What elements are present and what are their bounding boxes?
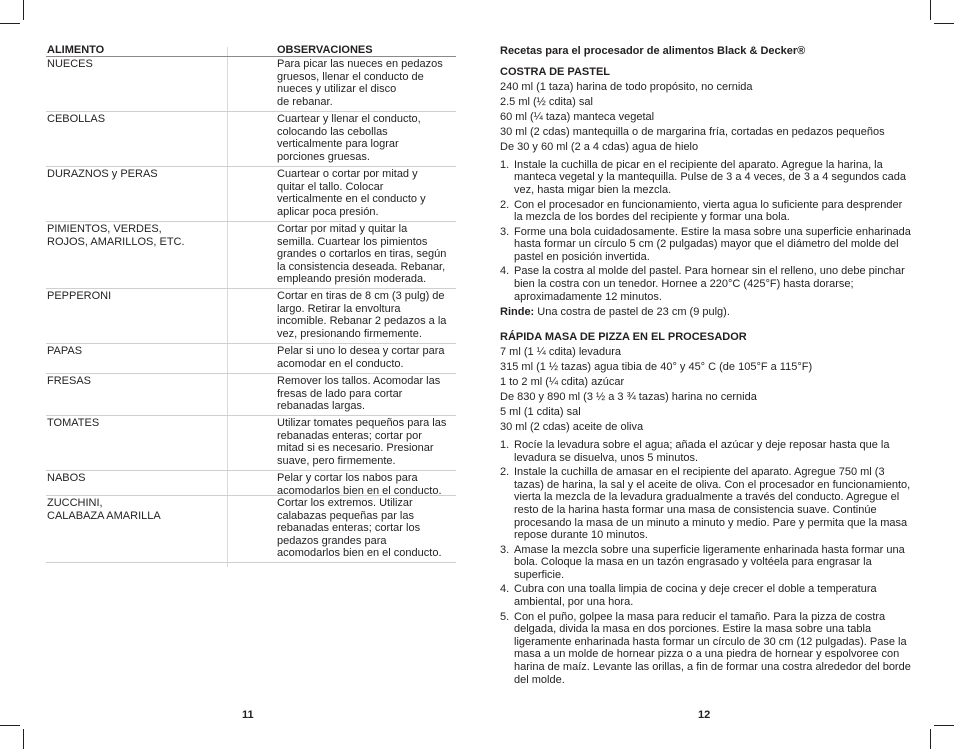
crop-mark bbox=[930, 0, 931, 20]
notes-cell: Remover los tallos. Acomodar las fresas de lado para cortar rebanadas largas. bbox=[277, 375, 441, 412]
notes-cell: Para picar las nueces en pedazos gruesos, llenar el conducto de nueces y utilizar el disco de rebanar. bbox=[277, 58, 443, 108]
step-number: 4. bbox=[500, 583, 510, 596]
step-number: 1. bbox=[500, 158, 510, 171]
step-number: 1. bbox=[500, 438, 510, 451]
step-number: 2. bbox=[500, 198, 510, 211]
ingredient-line: 5 ml (1 cdita) sal bbox=[500, 406, 581, 419]
recipe-step bbox=[500, 265, 912, 303]
recipe-step bbox=[500, 199, 912, 224]
step-text: Instale la cuchilla de picar en el recipiente del aparato. Agregue la harina, la manteca vegetal y la mantequilla. Pulse de 3 a 4 veces, de 3 a 4 segundos cada vez, hasta migar bien la mezcla. bbox=[514, 158, 906, 196]
recipe-steps bbox=[500, 159, 912, 304]
yield-label: Rinde: bbox=[500, 306, 535, 319]
ingredient-line: 315 ml (1 ½ tazas) agua tibia de 40° y 45° C (de 105°F a 115°F) bbox=[500, 361, 813, 374]
ingredient-line: 60 ml (¼ taza) manteca vegetal bbox=[500, 111, 655, 124]
crop-mark bbox=[934, 725, 954, 726]
table-row bbox=[46, 496, 456, 563]
recipe-step bbox=[500, 466, 912, 542]
step-text: Instale la cuchilla de amasar en el recipiente del aparato. Agregue 750 ml (3 tazas) de harina, la sal y el aceite de oliva. Con el procesador en funcionamiento, vierta la mezcla de la levadura gradualmente a través del conducto. Agregue el resto de la harina hasta formar una masa de consistencia suave. Continúe procesando la masa de un minuto a minuto y medio. Pare y permita que la masa repose durante 10 minutos. bbox=[514, 466, 911, 542]
page-number-right: 12 bbox=[698, 709, 711, 721]
food-cell: NABOS bbox=[47, 472, 86, 484]
ingredient-line: De 30 y 60 ml (2 a 4 cdas) agua de hielo bbox=[500, 141, 699, 154]
yield-text: Una costra de pastel de 23 cm (9 pulg). bbox=[534, 306, 730, 319]
notes-cell: Utilizar tomates pequeños para las rebanadas enteras; cortar por mitad si es necesario. Presionar suave, pero firmemente. bbox=[277, 417, 447, 467]
recipes-column bbox=[500, 45, 912, 688]
step-text: Forme una bola cuidadosamente. Estire la masa sobre una superficie enharinada hasta formar un círculo 5 cm (2 pulgadas) mayor que el diámetro del molde del pastel en posición invertida. bbox=[514, 225, 911, 263]
food-cell: PIMIENTOS, VERDES, ROJOS, AMARILLOS, ETC. bbox=[47, 223, 185, 248]
notes-cell: Cortar los extremos. Utilizar calabazas pequeñas par las rebanadas enteras; cortar los pedazos grandes para acomodarlos bien en el conducto. bbox=[277, 497, 442, 559]
recipe-steps bbox=[500, 439, 912, 686]
crop-mark bbox=[23, 729, 24, 749]
table-row bbox=[46, 167, 456, 222]
recipe-title: RÁPIDA MASA DE PIZZA EN EL PROCESADOR bbox=[500, 330, 747, 343]
step-text: Cubra con una toalla limpia de cocina y deje crecer el doble a temperatura ambiental, por una hora. bbox=[514, 583, 877, 609]
notes-cell: Cortar en tiras de 8 cm (3 pulg) de largo. Retirar la envoltura incomible. Rebanar 2 pedazos a la vez, presionando firmemente. bbox=[277, 290, 447, 340]
table-row bbox=[46, 416, 456, 471]
notes-cell: Cuartear o cortar por mitad y quitar el tallo. Colocar verticalmente en el conducto y aplicar poca presión. bbox=[277, 168, 426, 218]
table-row bbox=[46, 222, 456, 289]
recipes-main-title: Recetas para el procesador de alimentos Black & Decker® bbox=[500, 45, 806, 57]
recipe-pie-crust bbox=[500, 66, 912, 319]
food-table bbox=[46, 44, 456, 563]
food-cell: TOMATES bbox=[47, 417, 100, 429]
recipe-step bbox=[500, 159, 912, 197]
notes-cell: Pelar y cortar los nabos para acomodarlos bien en el conducto. bbox=[277, 472, 442, 497]
ingredient-line: De 830 y 890 ml (3 ½ a 3 ¾ tazas) harina no cernida bbox=[500, 391, 757, 404]
step-text: Rocíe la levadura sobre el agua; añada el azúcar y deje reposar hasta que la levadura se disuelva, unos 5 minutos. bbox=[514, 438, 890, 464]
step-number: 5. bbox=[500, 610, 510, 623]
crop-mark bbox=[0, 725, 20, 726]
recipe-step bbox=[500, 611, 912, 687]
recipe-step bbox=[500, 439, 912, 464]
notes-column-header: OBSERVACIONES bbox=[277, 44, 373, 56]
table-row bbox=[46, 289, 456, 344]
table-row bbox=[46, 112, 456, 167]
notes-cell: Cuartear y llenar el conducto, colocando las cebollas verticalmente para lograr porciones gruesas. bbox=[277, 113, 421, 163]
ingredient-line: 2.5 ml (½ cdita) sal bbox=[500, 96, 593, 109]
step-number: 4. bbox=[500, 265, 510, 278]
food-column-header: ALIMENTO bbox=[47, 44, 105, 56]
ingredient-line: 240 ml (1 taza) harina de todo propósito, no cernida bbox=[500, 81, 753, 94]
food-cell: PEPPERONI bbox=[47, 290, 112, 302]
table-row bbox=[46, 57, 456, 112]
table-row bbox=[46, 344, 456, 374]
recipe-step bbox=[500, 226, 912, 264]
step-number: 3. bbox=[500, 225, 510, 238]
step-text: Pase la costra al molde del pastel. Para hornear sin el relleno, uno debe pinchar bien la costra con un tenedor. Hornee a 220°C (425°F) hasta dorarse; aproximadamente 12 minutos. bbox=[514, 265, 905, 303]
food-cell: CEBOLLAS bbox=[47, 113, 106, 125]
food-cell: NUECES bbox=[47, 58, 93, 70]
ingredient-line: 7 ml (1 ¼ cdita) levadura bbox=[500, 346, 622, 359]
table-row bbox=[46, 374, 456, 416]
food-cell: FRESAS bbox=[47, 375, 92, 387]
recipe-step bbox=[500, 583, 912, 608]
crop-mark bbox=[930, 729, 931, 749]
step-number: 2. bbox=[500, 466, 510, 479]
step-number: 3. bbox=[500, 543, 510, 556]
notes-cell: Cortar por mitad y quitar la semilla. Cuartear los pimientos grandes o cortarlos en tiras, según la consistencia deseada. Rebanar, empleando presión moderada. bbox=[277, 223, 447, 285]
food-cell: PAPAS bbox=[47, 345, 83, 357]
notes-cell: Pelar si uno lo desea y cortar para acomodar en el conducto. bbox=[277, 345, 445, 370]
food-cell: ZUCCHINI, CALABAZA AMARILLA bbox=[47, 497, 161, 522]
ingredient-line: 30 ml (2 cdas) mantequilla o de margarina fría, cortadas en pedazos pequeños bbox=[500, 126, 885, 139]
crop-mark bbox=[0, 23, 20, 24]
table-row bbox=[46, 471, 456, 496]
ingredient-line: 30 ml (2 cdas) aceite de oliva bbox=[500, 421, 644, 434]
recipe-yield bbox=[500, 306, 912, 319]
food-cell: DURAZNOS y PERAS bbox=[47, 168, 158, 180]
table-header-row bbox=[46, 44, 456, 57]
ingredient-line: 1 to 2 ml (¼ cdita) azúcar bbox=[500, 376, 625, 389]
recipe-title: COSTRA DE PASTEL bbox=[500, 65, 611, 78]
page-number-left: 11 bbox=[242, 709, 254, 721]
step-text: Con el puño, golpee la masa para reducir el tamaño. Para la pizza de costra delgada, divida la masa en dos porciones. Estire la masa sobre una tabla ligeramente enharinada hasta formar un círculo de 30 cm (12 pulgadas). Pase la masa a un molde de hornear pizza o a una piedra de hornear y espolvoree con harina de maíz. Levante las orillas, a fin de formar una costra alrededor del borde del molde. bbox=[514, 610, 911, 686]
recipe-step bbox=[500, 544, 912, 582]
crop-mark bbox=[23, 0, 24, 20]
recipe-pizza-dough bbox=[500, 331, 912, 686]
step-text: Amase la mezcla sobre una superficie ligeramente enharinada hasta formar una bola. Coloque la masa en un tazón engrasado y voltéela para engrasar la superficie. bbox=[514, 543, 905, 581]
step-text: Con el procesador en funcionamiento, vierta agua lo suficiente para desprender la mezcla de los bordes del recipiente y formar una bola. bbox=[514, 198, 903, 224]
crop-mark bbox=[934, 23, 954, 24]
